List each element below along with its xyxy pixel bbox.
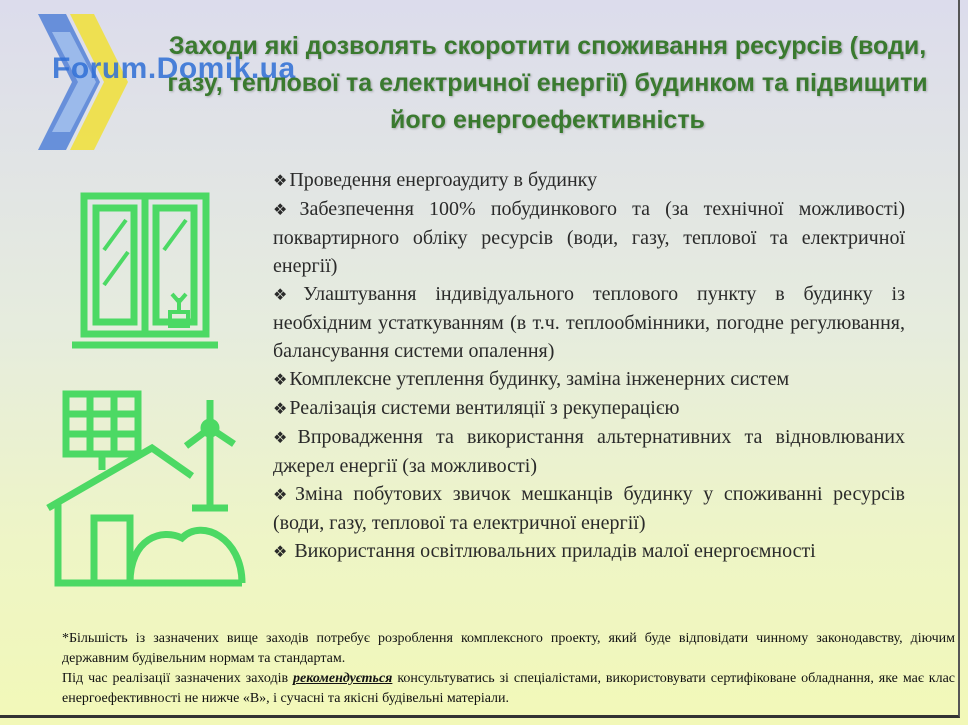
bullet-icon: ❖ [273, 285, 302, 304]
bullet-icon: ❖ [273, 428, 296, 447]
bullet-icon: ❖ [273, 171, 288, 190]
measures-list [273, 166, 905, 566]
footnote-2: Під час реалізації зазначених заходів рекомендується консультуватись зі спеціалістами, використовувати сертифіковане обладнання, яке має клас енергоефективності не нижче «В», і сучасні та якісні будівельні матеріали. [62, 671, 955, 706]
list-item: ❖ Впровадження та використання альтернативних та відновлюваних джерел енергії (за можливості) [273, 426, 905, 477]
list-item: ❖ Реалізація системи вентиляції з рекуперацією [273, 397, 680, 419]
list-item: ❖ Забезпечення 100% побудинкового та (за технічної можливості) поквартирного обліку ресурсів (води, газу, теплової та електричної енергії) [273, 198, 906, 277]
logo-text: Forum.Domik.ua [52, 52, 296, 85]
list-item: ❖ Проведення енергоаудиту в будинку [273, 169, 598, 191]
list-item: ❖ Комплексне утеплення будинку, заміна інженерних систем [273, 368, 790, 390]
bullet-icon: ❖ [273, 399, 288, 418]
page-title: Заходи які дозволять скоротити споживання ресурсів (води, газу, теплової та електричної енергії) будинком та підвищити його енергоефективність [167, 32, 928, 134]
bullet-icon: ❖ [273, 200, 298, 219]
list-item: ❖ Улаштування індивідуального теплового пункту в будинку із необхідним устаткуванням (в т.ч. теплообмінники, погодне регулювання, балансування системи опалення) [273, 283, 905, 362]
footnote-1: *Більшість із зазначених вище заходів потребує розроблення комплексного проекту, який буде відповідати чинному законодавству, діючим державним будівельним нормам та стандартам. [62, 631, 955, 666]
bullet-icon: ❖ [273, 485, 293, 504]
list-item: ❖ Зміна побутових звичок мешканців будинку у споживанні ресурсів (води, газу, теплової та електричної енергії) [273, 483, 905, 534]
window-icon [70, 190, 220, 355]
list-item: ❖ Використання освітлювальних приладів малої енергоємності [273, 540, 816, 562]
footnotes [62, 629, 955, 709]
bullet-icon: ❖ [273, 542, 288, 561]
eco-house-icon [42, 388, 252, 588]
bullet-icon: ❖ [273, 370, 288, 389]
